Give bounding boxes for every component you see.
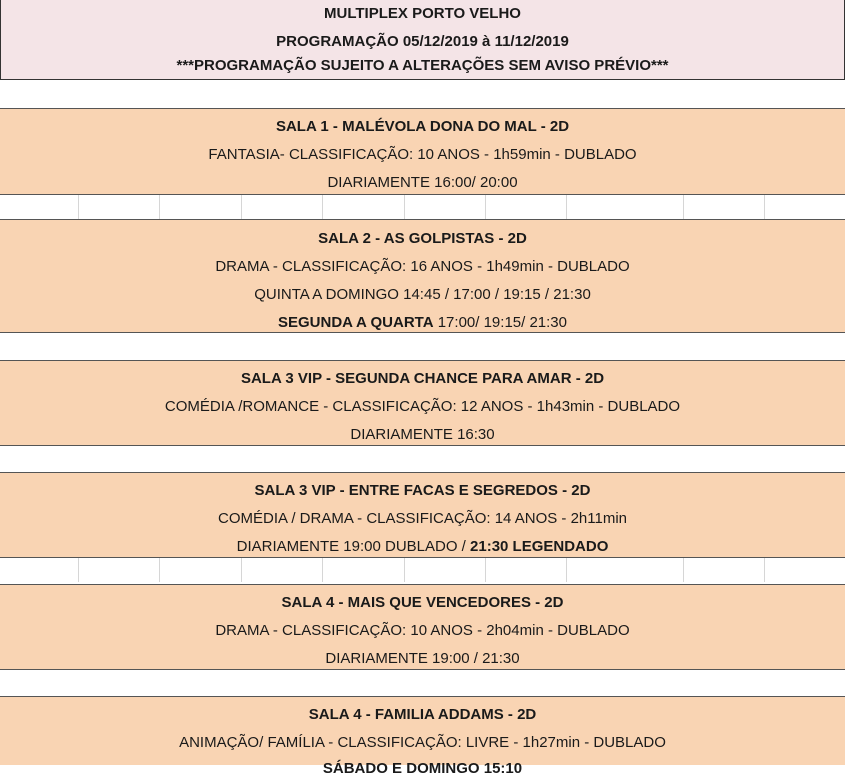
session-times: DIARIAMENTE 19:00 / 21:30 — [325, 650, 520, 667]
cinema-title: MULTIPLEX PORTO VELHO — [324, 5, 521, 22]
session-times-weekdays — [0, 309, 845, 337]
subtitled-times: 21:30 LEGENDADO — [470, 538, 609, 555]
session-block — [0, 108, 845, 195]
grid-row — [0, 195, 845, 219]
session-title: SALA 1 - MALÉVOLA DONA DO MAL - 2D — [275, 118, 570, 135]
session-title: SALA 2 - AS GOLPISTAS - 2D — [318, 230, 527, 247]
session-title: SALA 4 - FAMILIA ADDAMS - 2D — [308, 706, 537, 723]
session-times: QUINTA A DOMINGO 14:45 / 17:00 / 19:15 / 21:30 — [254, 286, 591, 303]
session-title: SALA 4 - MAIS QUE VENCEDORES - 2D — [281, 594, 564, 611]
session-times: DIARIAMENTE 16:00/ 20:00 — [327, 174, 518, 191]
weekday-label: SEGUNDA A QUARTA — [277, 314, 434, 331]
schedule-period: PROGRAMAÇÃO 05/12/2019 à 11/12/2019 — [276, 33, 569, 50]
session-info: DRAMA - CLASSIFICAÇÃO: 16 ANOS - 1h49min - DUBLADO — [215, 258, 630, 275]
session-block — [0, 360, 845, 446]
session-info: COMÉDIA / DRAMA - CLASSIFICAÇÃO: 14 ANOS - 2h11min — [217, 510, 627, 527]
session-info: ANIMAÇÃO/ FAMÍLIA - CLASSIFICAÇÃO: LIVRE - 1h27min - DUBLADO — [179, 734, 666, 751]
session-times: DIARIAMENTE 16:30 — [350, 426, 495, 443]
session-times — [0, 533, 845, 561]
session-title: SALA 3 VIP - SEGUNDA CHANCE PARA AMAR - 2D — [240, 370, 605, 387]
schedule-disclaimer: ***PROGRAMAÇÃO SUJEITO A ALTERAÇÕES SEM AVISO PRÉVIO*** — [176, 57, 669, 74]
schedule-header — [0, 0, 845, 80]
session-block — [0, 472, 845, 558]
grid-row — [0, 558, 845, 582]
weekday-times: 17:00/ 19:15/ 21:30 — [433, 314, 567, 331]
session-block — [0, 696, 845, 777]
session-block — [0, 219, 845, 333]
session-info: FANTASIA- CLASSIFICAÇÃO: 10 ANOS - 1h59min - DUBLADO — [208, 146, 637, 163]
session-title: SALA 3 VIP - ENTRE FACAS E SEGREDOS - 2D — [254, 482, 591, 499]
session-block — [0, 584, 845, 670]
session-info: COMÉDIA /ROMANCE - CLASSIFICAÇÃO: 12 ANOS - 1h43min - DUBLADO — [164, 398, 681, 415]
session-times: SÁBADO E DOMINGO 15:10 — [322, 760, 523, 777]
session-info: DRAMA - CLASSIFICAÇÃO: 10 ANOS - 2h04min - DUBLADO — [215, 622, 630, 639]
dubbed-times: DIARIAMENTE 19:00 DUBLADO / — [236, 538, 471, 555]
